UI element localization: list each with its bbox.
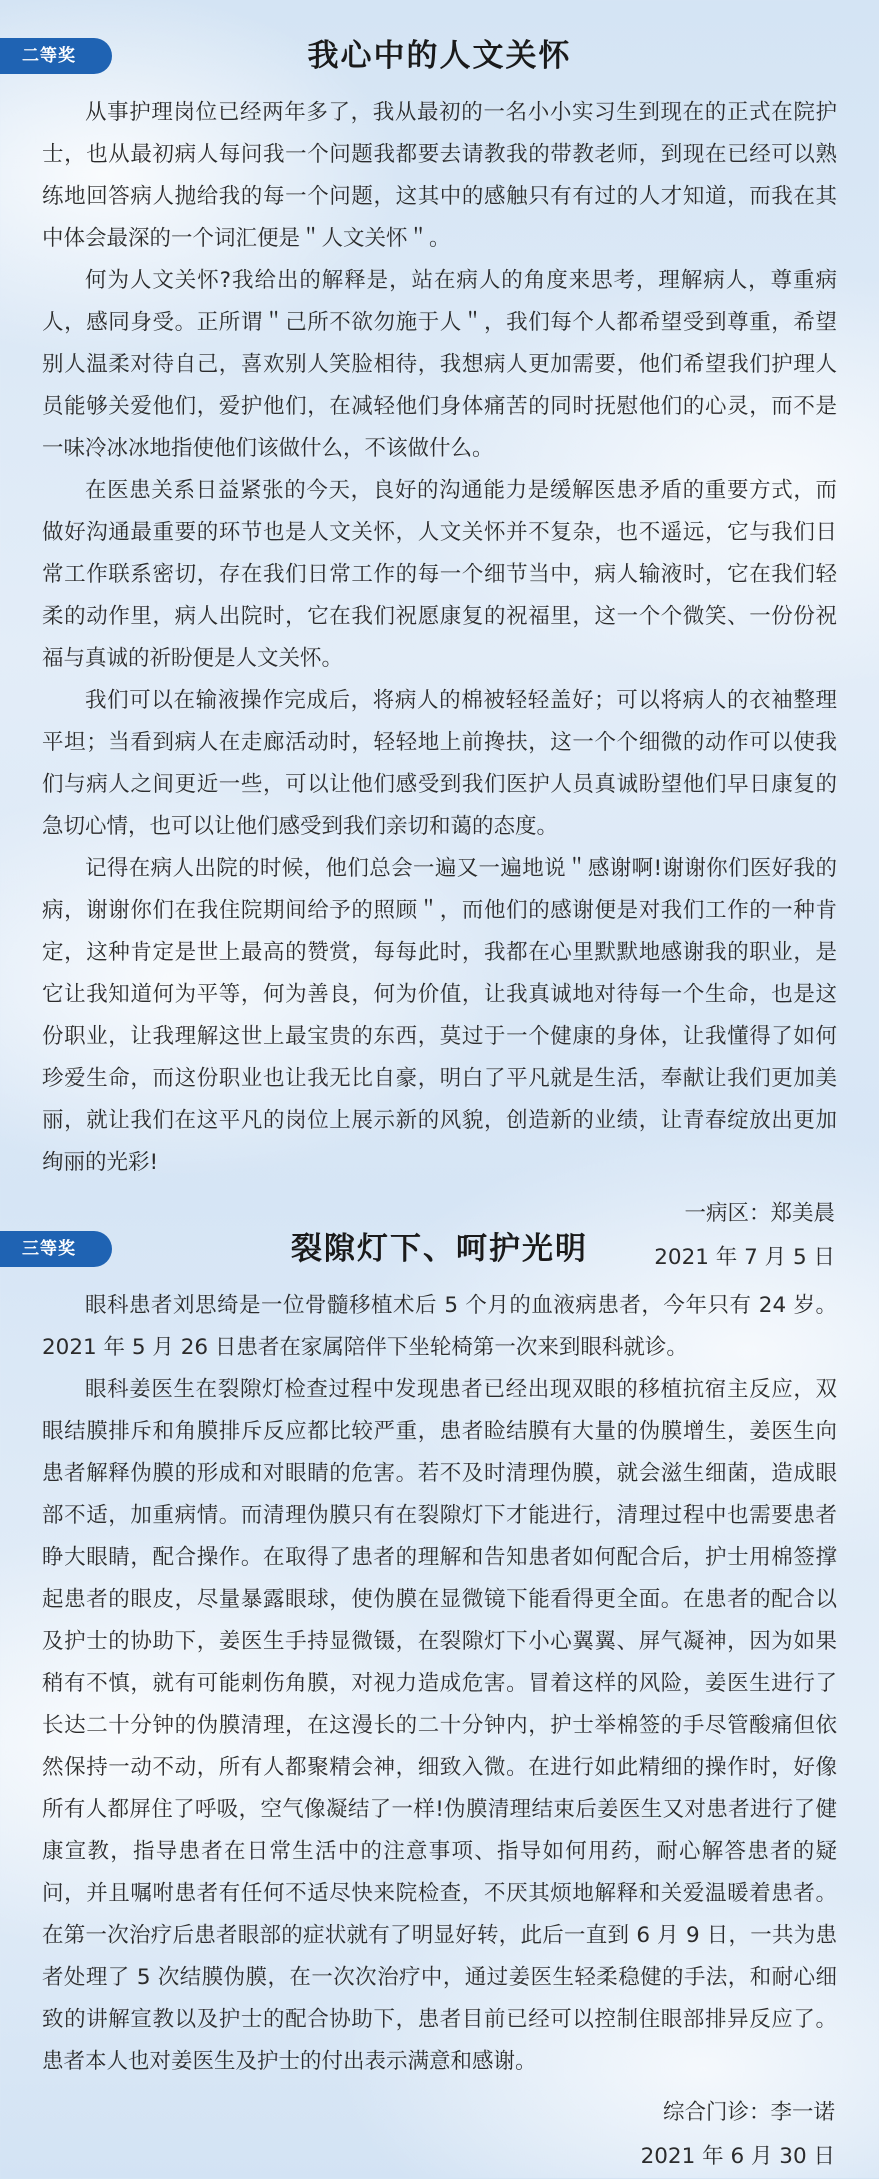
award-badge: 二等奖: [0, 38, 112, 74]
paragraph: 我们可以在输液操作完成后，将病人的棉被轻轻盖好；可以将病人的衣袖整理平坦；当看到病人在走廊活动时，轻轻地上前搀扶，这一个个细微的动作可以使我们与病人之间更近一些，可以让他们感受到我们医护人员真诚盼望他们早日康复的急切心情，也可以让他们感受到我们亲切和蔼的态度。: [42, 688, 837, 839]
essay-body: [42, 1285, 837, 2083]
paragraph: 在医患关系日益紧张的今天，良好的沟通能力是缓解医患矛盾的重要方式，而做好沟通最重要的环节也是人文关怀，人文关怀并不复杂，也不遥远，它与我们日常工作联系密切，存在我们日常工作的每一个细节当中，病人输液时，它在我们轻柔的动作里，病人出院时，它在我们祝愿康复的祝福里，这一个个微笑、一份份祝福与真诚的祈盼便是人文关怀。: [42, 478, 837, 671]
essay-date: 2021 年 6 月 30 日: [640, 2144, 835, 2169]
author-name: 综合门诊：李一诺: [662, 2100, 835, 2125]
essay-title: 我心中的人文关怀: [307, 38, 572, 74]
award-badge: 三等奖: [0, 1231, 112, 1267]
paragraph: 何为人文关怀?我给出的解释是，站在病人的角度来思考，理解病人，尊重病人，感同身受。正所谓＂己所不欲勿施于人＂，我们每个人都希望受到尊重，希望别人温柔对待自己，喜欢别人笑脸相待，我想病人更加需要，他们希望我们护理人员能够关爱他们，爱护他们，在减轻他们身体痛苦的同时抚慰他们的心灵，而不是一味冷冰冰地指使他们该做什么，不该做什么。: [42, 268, 837, 461]
signature-block: [0, 2091, 835, 2179]
essay-section-2: [0, 1223, 879, 2179]
author-name: 一病区：郑美晨: [684, 1201, 835, 1226]
paragraph: 眼科姜医生在裂隙灯检查过程中发现患者已经出现双眼的移植抗宿主反应，双眼结膜排斥和角膜排斥反应都比较严重，患者睑结膜有大量的伪膜增生，姜医生向患者解释伪膜的形成和对眼睛的危害。若不及时清理伪膜，就会滋生细菌，造成眼部不适，加重病情。而清理伪膜只有在裂隙灯下才能进行，清理过程中也需要患者睁大眼睛，配合操作。在取得了患者的理解和告知患者如何配合后，护士用棉签撑起患者的眼皮，尽量暴露眼球，使伪膜在显微镜下能看得更全面。在患者的配合以及护士的协助下，姜医生手持显微镊，在裂隙灯下小心翼翼、屏气凝神，因为如果稍有不慎，就有可能刺伤角膜，对视力造成危害。冒着这样的风险，姜医生进行了长达二十分钟的伪膜清理，在这漫长的二十分钟内，护士举棉签的手尽管酸痛但依然保持一动不动，所有人都聚精会神，细致入微。在进行如此精细的操作时，好像所有人都屏住了呼吸，空气像凝结了一样!伪膜清理结束后姜医生又对患者进行了健康宣教，指导患者在日常生活中的注意事项、指导如何用药，耐心解答患者的疑问，并且嘱咐患者有任何不适尽快来院检查，不厌其烦地解释和关爱温暖着患者。在第一次治疗后患者眼部的症状就有了明显好转，此后一直到 6 月 9 日，一共为患者处理了 5 次结膜伪膜，在一次次治疗中，通过姜医生轻柔稳健的手法，和耐心细致的讲解宣教以及护士的配合协助下，患者目前已经可以控制住眼部排异反应了。患者本人也对姜医生及护士的付出表示满意和感谢。: [42, 1377, 837, 2074]
essay-body: [42, 92, 837, 1184]
paragraph: 眼科患者刘思绮是一位骨髓移植术后 5 个月的血液病患者，今年只有 24 岁。2021 年 5 月 26 日患者在家属陪伴下坐轮椅第一次来到眼科就诊。: [42, 1293, 837, 1360]
essay-title: 裂隙灯下、呵护光明: [291, 1231, 588, 1267]
paragraph: 从事护理岗位已经两年多了，我从最初的一名小小实习生到现在的正式在院护士，也从最初病人每问我一个问题我都要去请教我的带教老师，到现在已经可以熟练地回答病人抛给我的每一个问题，这其中的感触只有有过的人才知道，而我在其中体会最深的一个词汇便是＂人文关怀＂。: [42, 100, 837, 251]
paragraph: 记得在病人出院的时候，他们总会一遍又一遍地说＂感谢啊!谢谢你们医好我的病，谢谢你们在我住院期间给予的照顾＂，而他们的感谢便是对我们工作的一种肯定，这种肯定是世上最高的赞赏，每每此时，我都在心里默默地感谢我的职业，是它让我知道何为平等，何为善良，何为价值，让我真诚地对待每一个生命，也是这份职业，让我理解这世上最宝贵的东西，莫过于一个健康的身体，让我懂得了如何珍爱生命，而这份职业也让我无比自豪，明白了平凡就是生活，奉献让我们更加美丽，就让我们在这平凡的岗位上展示新的风貌，创造新的业绩，让青春绽放出更加绚丽的光彩!: [42, 856, 837, 1175]
essay-section-1: [0, 30, 879, 1280]
essay-date: 2021 年 7 月 5 日: [654, 1245, 835, 1270]
